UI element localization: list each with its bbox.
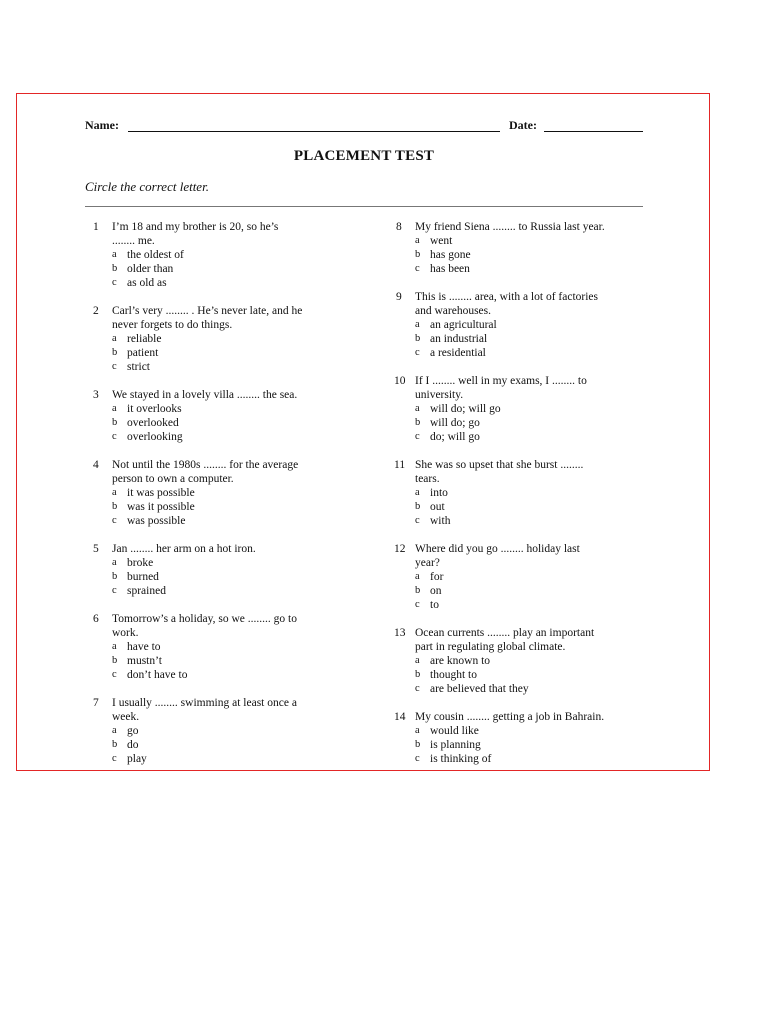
option-letter: a — [112, 557, 117, 568]
option-text: go — [127, 725, 139, 737]
question-stem: She was so upset that she burst ........ tears. — [415, 459, 584, 485]
question-stem: Tomorrow’s a holiday, so we ........ go to work. — [112, 613, 297, 639]
option-letter: c — [415, 599, 420, 610]
answer-option-2c[interactable] — [112, 360, 335, 374]
option-letter: b — [112, 739, 118, 750]
question-number: 6 — [93, 613, 99, 625]
option-text: reliable — [127, 333, 162, 345]
answer-option-6a[interactable] — [112, 640, 335, 654]
question-number: 13 — [394, 627, 406, 639]
option-letter: b — [112, 655, 118, 666]
option-letter: a — [415, 403, 420, 414]
option-letter: a — [112, 487, 117, 498]
option-text: patient — [127, 347, 159, 359]
option-letter: b — [415, 333, 421, 344]
option-letter: c — [415, 431, 420, 442]
question-stem: I usually ........ swimming at least once a week. — [112, 697, 297, 723]
option-text: don’t have to — [127, 669, 188, 681]
option-letter: c — [112, 753, 117, 764]
question-7 — [85, 696, 335, 766]
question-number: 14 — [394, 711, 406, 723]
answer-option-8a[interactable] — [415, 234, 653, 248]
answer-option-1c[interactable] — [112, 276, 335, 290]
option-letter: b — [112, 263, 118, 274]
answer-option-10b[interactable] — [415, 416, 653, 430]
option-text: was possible — [127, 515, 186, 527]
question-stem: Not until the 1980s ........ for the average person to own a computer. — [112, 459, 299, 485]
question-13 — [388, 626, 653, 696]
answer-option-6b[interactable] — [112, 654, 335, 668]
answer-option-11c[interactable] — [415, 514, 653, 528]
question-10 — [388, 374, 653, 444]
option-letter: c — [112, 431, 117, 442]
option-text: sprained — [127, 585, 166, 597]
option-letter: b — [415, 739, 421, 750]
option-letter: b — [415, 417, 421, 428]
option-letter: c — [112, 669, 117, 680]
option-text: on — [430, 585, 442, 597]
question-number: 3 — [93, 389, 99, 401]
question-stem: We stayed in a lovely villa ........ the sea. — [112, 389, 298, 401]
option-letter: c — [415, 263, 420, 274]
answer-option-11b[interactable] — [415, 500, 653, 514]
option-text: thought to — [430, 669, 477, 681]
option-text: overlooked — [127, 417, 179, 429]
question-stem: Jan ........ her arm on a hot iron. — [112, 543, 256, 555]
question-stem: This is ........ area, with a lot of factories and warehouses. — [415, 291, 598, 317]
question-number: 2 — [93, 305, 99, 317]
question-stem: My friend Siena ........ to Russia last year. — [415, 221, 605, 233]
question-stem: Ocean currents ........ play an important part in regulating global climate. — [415, 627, 595, 653]
option-text: are believed that they — [430, 683, 529, 695]
date-blank-line — [544, 131, 643, 132]
option-text: went — [430, 235, 453, 247]
answer-option-13a[interactable] — [415, 654, 653, 668]
option-letter: c — [112, 277, 117, 288]
instruction-text: Circle the correct letter. — [85, 179, 209, 194]
question-number: 1 — [93, 221, 99, 233]
question-4 — [85, 458, 335, 528]
question-14 — [388, 710, 653, 766]
option-text: it was possible — [127, 487, 195, 499]
option-letter: a — [415, 655, 420, 666]
question-8 — [388, 220, 653, 276]
answer-option-5b[interactable] — [112, 570, 335, 584]
option-text: an industrial — [430, 333, 488, 345]
answer-option-7a[interactable] — [112, 724, 335, 738]
option-letter: b — [415, 669, 421, 680]
option-text: out — [430, 501, 445, 513]
option-text: has gone — [430, 249, 471, 261]
question-6 — [85, 612, 335, 682]
question-number: 5 — [93, 543, 99, 555]
test-sheet — [16, 93, 710, 771]
option-text: with — [430, 515, 451, 527]
option-text: it overlooks — [127, 403, 182, 415]
option-text: broke — [127, 557, 154, 569]
divider — [85, 206, 643, 207]
option-letter: c — [415, 683, 420, 694]
option-text: an agricultural — [430, 319, 497, 331]
question-number: 4 — [93, 459, 99, 471]
option-letter: c — [415, 347, 420, 358]
option-letter: a — [415, 235, 420, 246]
option-letter: c — [415, 753, 420, 764]
answer-option-8c[interactable] — [415, 262, 653, 276]
option-text: do; will go — [430, 431, 480, 443]
option-text: mustn’t — [127, 655, 162, 667]
option-text: the oldest of — [127, 249, 184, 261]
answer-option-12a[interactable] — [415, 570, 653, 584]
option-text: burned — [127, 571, 159, 583]
option-letter: c — [112, 361, 117, 372]
option-letter: b — [415, 249, 421, 260]
option-text: was it possible — [127, 501, 195, 513]
option-letter: a — [415, 725, 420, 736]
question-number: 10 — [394, 375, 406, 387]
answer-option-4b[interactable] — [112, 500, 335, 514]
answer-option-6c[interactable] — [112, 668, 335, 682]
answer-option-2a[interactable] — [112, 332, 335, 346]
question-11 — [388, 458, 653, 528]
option-letter: c — [112, 515, 117, 526]
answer-option-13b[interactable] — [415, 668, 653, 682]
option-letter: b — [112, 347, 118, 358]
option-text: would like — [430, 725, 479, 737]
option-text: have to — [127, 641, 161, 653]
answer-option-3b[interactable] — [112, 416, 335, 430]
question-number: 11 — [394, 459, 406, 471]
option-text: to — [430, 599, 439, 611]
option-letter: c — [415, 515, 420, 526]
answer-option-9b[interactable] — [415, 332, 653, 346]
answer-option-14b[interactable] — [415, 738, 653, 752]
question-1 — [85, 220, 335, 290]
answer-option-5a[interactable] — [112, 556, 335, 570]
option-letter: a — [415, 319, 420, 330]
answer-option-3a[interactable] — [112, 402, 335, 416]
option-text: a residential — [430, 347, 486, 359]
header-row — [85, 118, 645, 136]
answer-option-3c[interactable] — [112, 430, 335, 444]
question-stem: If I ........ well in my exams, I ........ to university. — [415, 375, 587, 401]
question-stem: I’m 18 and my brother is 20, so he’s ........ me. — [112, 221, 279, 247]
answer-option-4c[interactable] — [112, 514, 335, 528]
option-text: will do; will go — [430, 403, 501, 415]
option-text: strict — [127, 361, 150, 373]
question-number: 9 — [396, 291, 402, 303]
answer-option-10c[interactable] — [415, 430, 653, 444]
answer-option-14a[interactable] — [415, 724, 653, 738]
option-text: has been — [430, 263, 470, 275]
answer-option-10a[interactable] — [415, 402, 653, 416]
option-letter: a — [112, 725, 117, 736]
option-letter: b — [112, 417, 118, 428]
answer-option-12c[interactable] — [415, 598, 653, 612]
answer-option-14c[interactable] — [415, 752, 653, 766]
answer-option-1a[interactable] — [112, 248, 335, 262]
option-text: is thinking of — [430, 753, 492, 765]
option-text: will do; go — [430, 417, 480, 429]
answer-option-13c[interactable] — [415, 682, 653, 696]
answer-option-2b[interactable] — [112, 346, 335, 360]
question-stem: Where did you go ........ holiday last year? — [415, 543, 580, 569]
option-letter: a — [112, 333, 117, 344]
name-blank-line — [128, 131, 500, 132]
option-letter: a — [415, 571, 420, 582]
option-text: for — [430, 571, 444, 583]
question-2 — [85, 304, 335, 374]
answer-option-7c[interactable] — [112, 752, 335, 766]
question-9 — [388, 290, 653, 360]
date-label: Date: — [509, 118, 537, 132]
option-letter: b — [112, 501, 118, 512]
answer-option-4a[interactable] — [112, 486, 335, 500]
answer-option-9c[interactable] — [415, 346, 653, 360]
option-text: into — [430, 487, 448, 499]
answer-option-12b[interactable] — [415, 584, 653, 598]
question-5 — [85, 542, 335, 598]
name-label: Name: — [85, 118, 119, 132]
option-letter: a — [112, 403, 117, 414]
option-letter: a — [112, 249, 117, 260]
question-number: 7 — [93, 697, 99, 709]
option-text: is planning — [430, 739, 481, 751]
question-stem: My cousin ........ getting a job in Bahrain. — [415, 711, 605, 723]
answer-option-5c[interactable] — [112, 584, 335, 598]
option-letter: c — [112, 585, 117, 596]
option-letter: a — [112, 641, 117, 652]
option-text: as old as — [127, 277, 167, 289]
option-letter: a — [415, 487, 420, 498]
option-letter: b — [112, 571, 118, 582]
question-number: 8 — [396, 221, 402, 233]
page-title: PLACEMENT TEST — [293, 148, 435, 164]
option-text: do — [127, 739, 139, 751]
option-text: are known to — [430, 655, 491, 667]
answer-option-11a[interactable] — [415, 486, 653, 500]
option-letter: b — [415, 501, 421, 512]
answer-option-8b[interactable] — [415, 248, 653, 262]
option-text: overlooking — [127, 431, 183, 443]
question-3 — [85, 388, 335, 444]
answer-option-7b[interactable] — [112, 738, 335, 752]
question-12 — [388, 542, 653, 612]
option-text: play — [127, 753, 147, 765]
answer-option-9a[interactable] — [415, 318, 653, 332]
option-letter: b — [415, 585, 421, 596]
answer-option-1b[interactable] — [112, 262, 335, 276]
option-text: older than — [127, 263, 174, 275]
question-number: 12 — [394, 543, 406, 555]
question-stem: Carl’s very ........ . He’s never late, and he never forgets to do things. — [112, 305, 303, 331]
